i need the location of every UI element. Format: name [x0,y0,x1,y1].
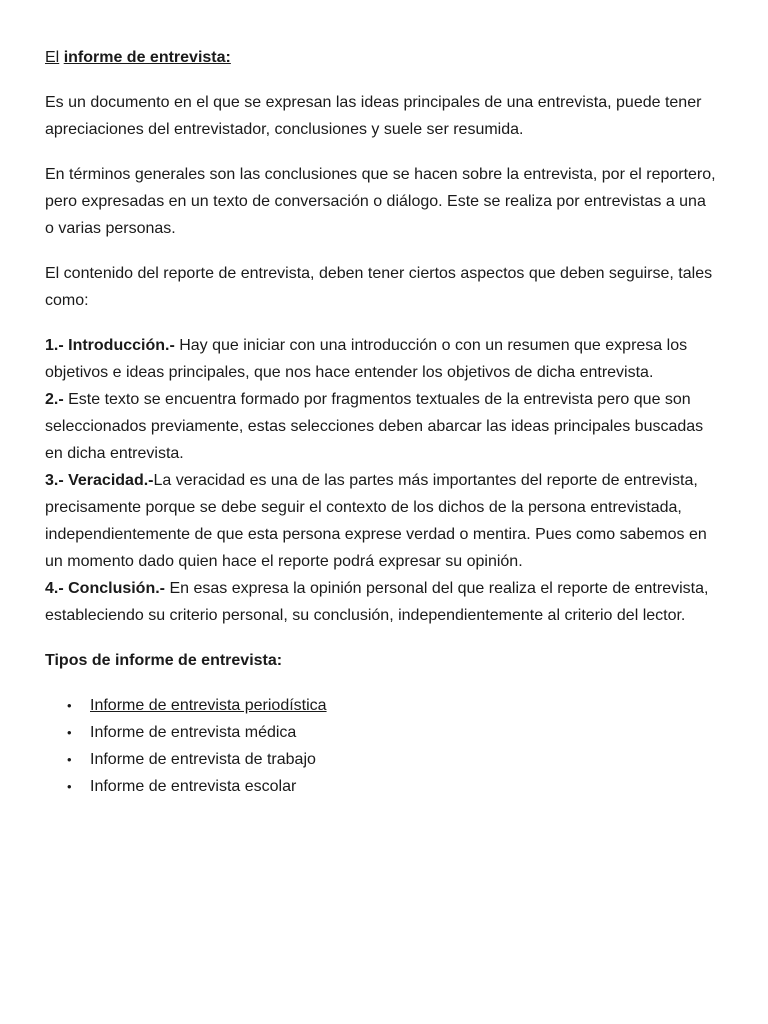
aspects-list [45,332,735,629]
text-line: Es un documento en el que se expresan las ideas principales de una entrevista, puede tener [45,94,702,111]
item-text: En esas expresa la opinión personal del que realiza el reporte de entrevista, [165,580,709,597]
item-label: 4.- Conclusión.- [45,580,165,597]
item-veracidad [45,467,735,494]
list-item-label: Informe de entrevista de trabajo [90,751,316,768]
text-line: El contenido del reporte de entrevista, deben tener ciertos aspectos que deben seguirse, tales [45,265,713,282]
text-line: estableciendo su criterio personal, su conclusión, independientemente al criterio del lector. [45,607,686,624]
item-label: 3.- Veracidad.- [45,472,154,489]
list-item-label: Informe de entrevista escolar [90,778,297,795]
paragraph-definition [45,89,735,143]
item-label: 1.- Introducción.- [45,337,175,354]
item-2 [45,386,735,413]
text-line: independientemente de que esta persona exprese verdad o mentira. Pues como sabemos en [45,526,707,543]
item-text: La veracidad es una de las partes más importantes del reporte de entrevista, [153,472,698,489]
text-line: como: [45,292,89,309]
text-line: seleccionados previamente, estas selecciones deben abarcar las ideas principales buscadas [45,418,704,435]
paragraph-content [45,260,735,314]
link-periodistica[interactable]: Informe de entrevista periodística [90,697,327,714]
text-line: En términos generales son las conclusiones que se hacen sobre la entrevista, por el reportero, [45,166,716,183]
item-conclusion [45,575,735,602]
item-label: 2.- [45,391,64,408]
text-line: o varias personas. [45,220,176,237]
list-item [45,773,735,800]
text-line: en dicha entrevista. [45,445,184,462]
text-line: objetivos e ideas principales, que nos hace entender los objetivos de dicha entrevista. [45,364,654,381]
list-item [45,692,735,719]
bullet-icon: • [67,752,72,767]
text-line: precisamente porque se debe seguir el contexto de los dichos de la persona entrevistada, [45,499,682,516]
item-text: Hay que iniciar con una introducción o con un resumen que expresa los [174,337,688,354]
bullet-icon: • [67,698,72,713]
list-item [45,719,735,746]
list-item-label: Informe de entrevista médica [90,724,297,741]
item-text: Este texto se encuentra formado por fragmentos textuales de la entrevista pero que son [63,391,691,408]
text-line: apreciaciones del entrevistador, conclusiones y suele ser resumida. [45,121,524,138]
types-list [45,692,735,800]
text-line: un momento dado quien hace el reporte podrá expresar su opinión. [45,553,523,570]
types-title: Tipos de informe de entrevista: [45,652,283,669]
bullet-icon: • [67,779,72,794]
document [45,44,735,800]
paragraph-general-terms [45,161,735,242]
document-heading [45,44,735,71]
list-item [45,746,735,773]
bullet-icon: • [67,725,72,740]
heading-prefix: El [45,49,60,66]
item-introduccion [45,332,735,359]
heading-title: informe de entrevista: [63,49,231,66]
text-line: pero expresadas en un texto de conversación o diálogo. Este se realiza por entrevistas a una [45,193,706,210]
